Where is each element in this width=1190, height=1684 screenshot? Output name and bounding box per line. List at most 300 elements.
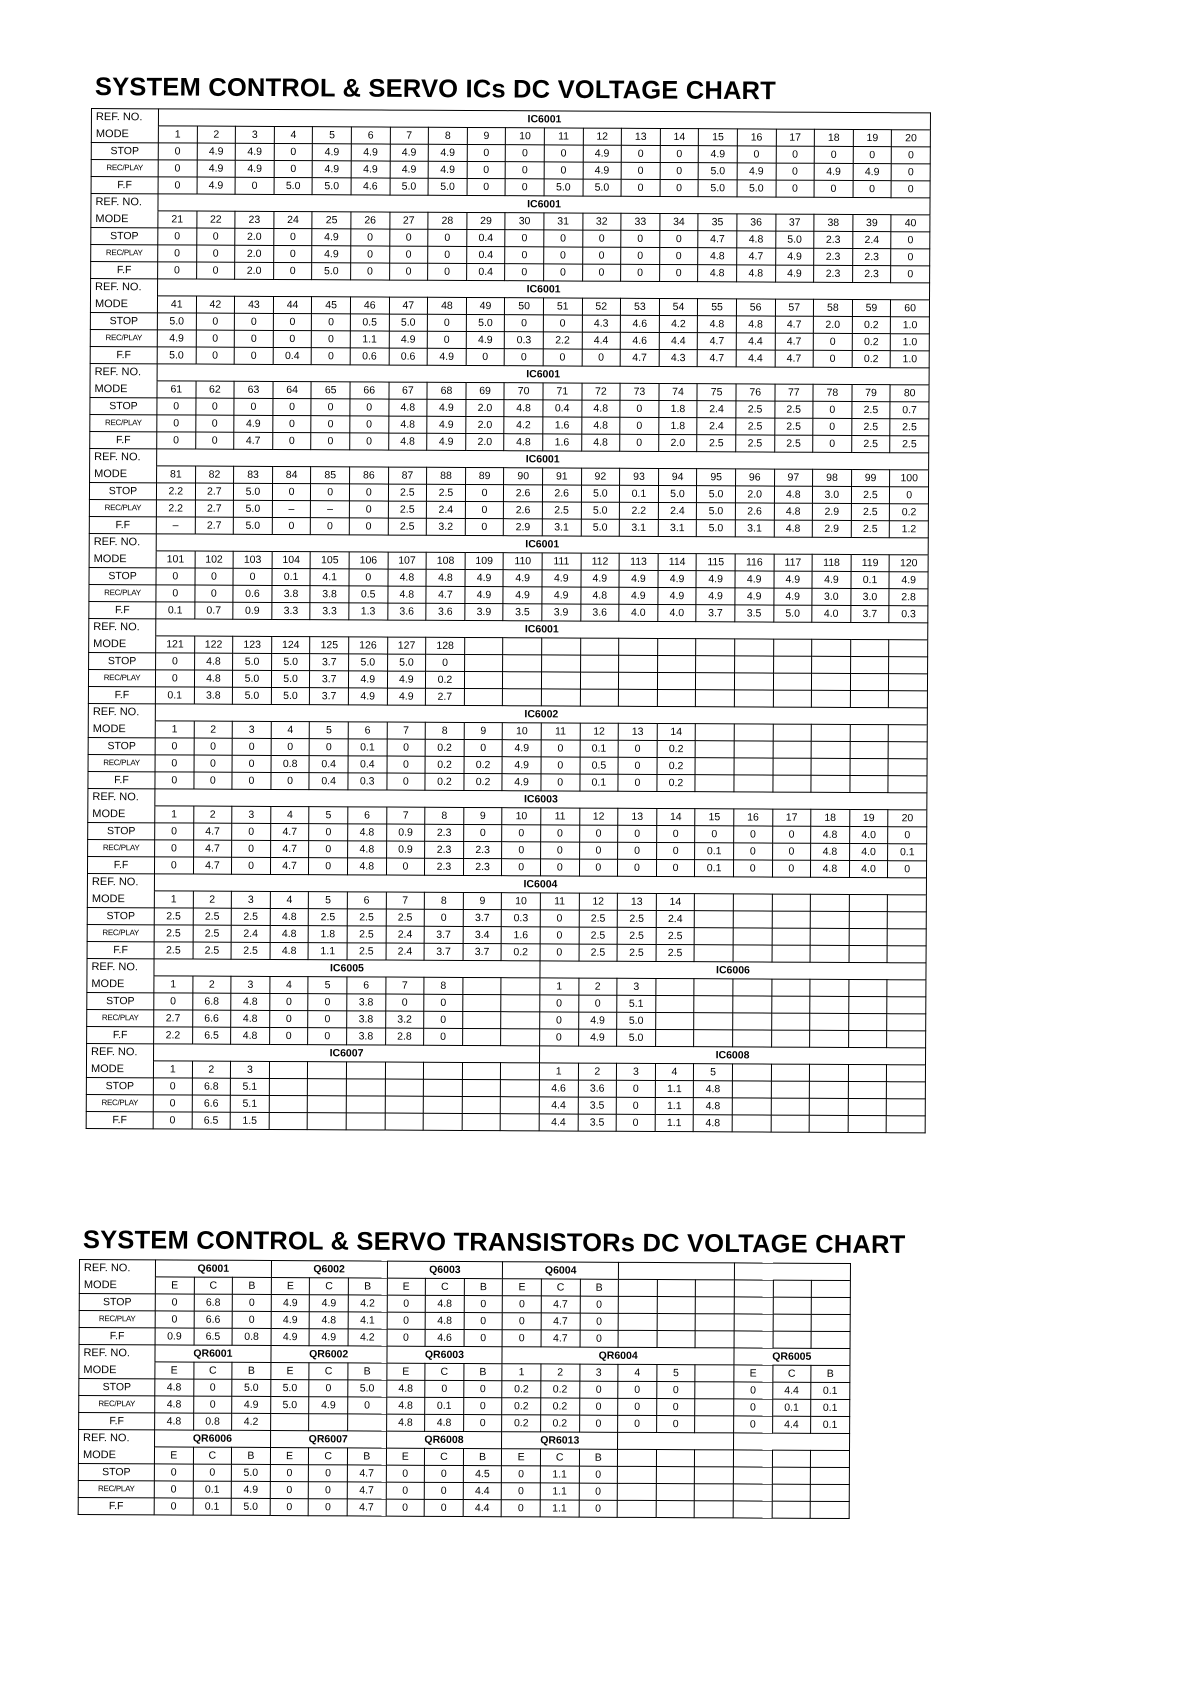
voltage-value: 0	[618, 774, 657, 791]
mode-label: MODE	[90, 380, 157, 397]
voltage-value: 0	[154, 857, 193, 874]
pin-number: E	[502, 1449, 541, 1466]
voltage-value: 5.1	[230, 1095, 269, 1112]
voltage-value: 3.6	[387, 603, 426, 620]
pin-number	[887, 1065, 926, 1082]
voltage-value	[850, 690, 889, 707]
voltage-value: 0	[813, 418, 852, 435]
voltage-value: 0	[424, 994, 463, 1011]
pin-number: C	[425, 1363, 464, 1380]
voltage-value: 0	[465, 501, 504, 518]
voltage-value: 0	[428, 263, 467, 280]
pin-number: 10	[506, 128, 545, 145]
mode-name: F.F	[90, 431, 157, 448]
pin-number: 41	[157, 296, 196, 313]
voltage-value: 4.8	[388, 569, 427, 586]
mode-label: MODE	[78, 1447, 154, 1464]
pin-number: 60	[891, 300, 930, 317]
voltage-value: 0	[387, 739, 426, 756]
voltage-value	[849, 911, 888, 928]
voltage-value: 0	[349, 501, 388, 518]
voltage-value	[772, 911, 811, 928]
voltage-value: 0	[540, 910, 579, 927]
pin-number: 34	[660, 213, 699, 230]
voltage-value	[888, 776, 927, 793]
pin-number: 12	[579, 893, 618, 910]
voltage-value: 2.3	[463, 841, 502, 858]
pin-number: 4	[274, 126, 313, 143]
pin-number: 54	[659, 298, 698, 315]
voltage-value: 4.8	[425, 1295, 464, 1312]
voltage-value: 4.7	[193, 840, 232, 857]
voltage-value: 1.0	[891, 317, 930, 334]
voltage-value: 0	[734, 1416, 773, 1433]
voltage-value	[270, 1414, 309, 1431]
voltage-value: 4.9	[231, 1481, 270, 1498]
pin-number: 52	[582, 298, 621, 315]
voltage-value: 4.8	[693, 1115, 732, 1132]
voltage-value: 2.5	[852, 401, 891, 418]
voltage-value: 0	[350, 433, 389, 450]
voltage-value: 4.8	[736, 316, 775, 333]
voltage-value: 0	[540, 944, 579, 961]
voltage-value: 0.2	[425, 739, 464, 756]
voltage-value: 5.0	[157, 347, 196, 364]
voltage-value: 1.3	[349, 603, 388, 620]
voltage-value: 0	[656, 1416, 695, 1433]
voltage-value: 0	[465, 484, 504, 501]
pin-number	[850, 724, 889, 741]
part-ref-label	[619, 1262, 735, 1280]
voltage-value: 0	[386, 1499, 425, 1516]
pin-number: 53	[621, 298, 660, 315]
voltage-value: 2.5	[193, 942, 232, 959]
ref-no-label: REF. NO.	[91, 109, 158, 126]
voltage-value: 2.7	[195, 483, 234, 500]
voltage-value: 2.5	[193, 925, 232, 942]
voltage-value: 0.2	[657, 774, 696, 791]
voltage-value	[888, 759, 927, 776]
voltage-value	[887, 997, 926, 1014]
voltage-value: 4.7	[737, 248, 776, 265]
pin-number	[732, 1064, 771, 1081]
voltage-value: 3.7	[424, 943, 463, 960]
pin-number: 10	[502, 808, 541, 825]
ref-no-label: REF. NO.	[79, 1260, 155, 1277]
voltage-value: 0.1	[695, 860, 734, 877]
pin-number: 3	[617, 1063, 656, 1080]
part-ref-label: Q6001	[155, 1260, 271, 1278]
voltage-value	[503, 689, 542, 706]
voltage-value: 2.0	[735, 486, 774, 503]
voltage-value: 0	[502, 1466, 541, 1483]
voltage-value: 2.0	[813, 316, 852, 333]
voltage-value: 5.0	[697, 520, 736, 537]
voltage-value: 4.4	[582, 332, 621, 349]
pin-number: 83	[234, 466, 273, 483]
pin-number: 94	[658, 468, 697, 485]
voltage-value: 4.9	[348, 688, 387, 705]
pin-number: 4	[270, 891, 309, 908]
voltage-value: 0	[580, 1296, 619, 1313]
voltage-value: 2.3	[425, 841, 464, 858]
voltage-value: 4.9	[387, 688, 426, 705]
pin-number: 11	[544, 128, 583, 145]
voltage-value: 0	[309, 858, 348, 875]
voltage-value	[771, 1098, 810, 1115]
voltage-value: 2.5	[347, 909, 386, 926]
mode-name: STOP	[88, 737, 155, 754]
voltage-value: 0.2	[541, 1381, 580, 1398]
voltage-value: 0	[660, 145, 699, 162]
voltage-value: 5.0	[270, 1397, 309, 1414]
mode-name: REC/PLAY	[89, 584, 156, 601]
voltage-value: 2.2	[156, 500, 195, 517]
voltage-value: 4.8	[811, 843, 850, 860]
pin-number: 8	[428, 127, 467, 144]
mode-name: STOP	[89, 652, 156, 669]
voltage-value: 2.5	[231, 908, 270, 925]
mode-name: STOP	[89, 567, 156, 584]
voltage-value	[657, 1314, 696, 1331]
voltage-value: 0	[155, 840, 194, 857]
voltage-value: 5.0	[617, 1029, 656, 1046]
voltage-value: 4.9	[699, 146, 738, 163]
pin-number: 2	[578, 1063, 617, 1080]
voltage-value	[887, 1099, 926, 1116]
pin-number: 117	[774, 554, 813, 571]
voltage-value	[810, 1501, 849, 1518]
pin-number: E	[270, 1448, 309, 1465]
part-ref-label: QR6002	[271, 1346, 387, 1364]
voltage-value: 5.0	[581, 519, 620, 536]
pin-number: 6	[347, 892, 386, 909]
voltage-value: 0.4	[466, 263, 505, 280]
voltage-value: 4.9	[619, 570, 658, 587]
pin-number: 45	[312, 297, 351, 314]
voltage-value	[889, 691, 928, 708]
pin-number: 18	[811, 809, 850, 826]
mode-name: REC/PLAY	[78, 1480, 154, 1497]
voltage-value: 6.8	[192, 1078, 231, 1095]
voltage-value: 0	[308, 1028, 347, 1045]
pin-number: B	[348, 1278, 387, 1295]
pin-number: B	[463, 1449, 502, 1466]
voltage-value	[772, 1501, 811, 1518]
voltage-value: 2.5	[851, 435, 890, 452]
pin-number: 67	[389, 382, 428, 399]
voltage-value: 0	[351, 263, 390, 280]
mode-name: STOP	[78, 1463, 154, 1480]
voltage-value	[811, 1314, 850, 1331]
voltage-value	[849, 928, 888, 945]
voltage-value: 2.7	[426, 688, 465, 705]
voltage-value: 0.4	[467, 229, 506, 246]
voltage-value: 4.8	[694, 1081, 733, 1098]
voltage-value: 4.7	[775, 333, 814, 350]
voltage-value	[385, 1096, 424, 1113]
voltage-value: 0	[389, 229, 428, 246]
voltage-value: 0	[467, 178, 506, 195]
voltage-value: 4.9	[502, 757, 541, 774]
pin-number	[657, 638, 696, 655]
voltage-value	[462, 1113, 501, 1130]
pin-number: 42	[196, 296, 235, 313]
voltage-value: 0	[618, 842, 657, 859]
pin-number: 3	[231, 976, 270, 993]
voltage-value: 0	[389, 246, 428, 263]
voltage-value: 0	[273, 262, 312, 279]
voltage-value: 4.8	[388, 399, 427, 416]
voltage-value: 0	[540, 1012, 579, 1029]
voltage-value: 6.8	[192, 993, 231, 1010]
pin-number: C	[309, 1448, 348, 1465]
voltage-value: 4.0	[619, 604, 658, 621]
voltage-value: 0.8	[193, 1413, 232, 1430]
voltage-value: 0	[620, 400, 659, 417]
voltage-value: 2.5	[656, 927, 695, 944]
pin-number: 14	[656, 808, 695, 825]
pin-number: 14	[657, 723, 696, 740]
pin-number: 4	[618, 1364, 657, 1381]
pin-number: 1	[154, 976, 193, 993]
pin-number: 56	[736, 299, 775, 316]
voltage-value: 0.3	[502, 910, 541, 927]
part-ref-label: QR6008	[386, 1431, 502, 1449]
voltage-value: 0	[776, 180, 815, 197]
voltage-row	[86, 1111, 925, 1132]
voltage-value	[810, 945, 849, 962]
pin-number: 29	[467, 212, 506, 229]
voltage-value: 0	[308, 1011, 347, 1028]
mode-label: MODE	[88, 805, 155, 822]
pin-number: 62	[196, 381, 235, 398]
pin-number: B	[464, 1279, 503, 1296]
voltage-value: 2.5	[388, 518, 427, 535]
voltage-value: 0	[544, 145, 583, 162]
voltage-value: 4.0	[849, 843, 888, 860]
voltage-value	[848, 1081, 887, 1098]
voltage-value: 4.7	[541, 1330, 580, 1347]
voltage-value: 0.2	[464, 756, 503, 773]
mode-label: MODE	[89, 635, 156, 652]
voltage-value: 5.0	[775, 231, 814, 248]
pin-number: 8	[425, 807, 464, 824]
pin-number: C	[425, 1448, 464, 1465]
voltage-value: 2.5	[617, 944, 656, 961]
pin-number	[733, 1450, 772, 1467]
pin-number: 27	[389, 212, 428, 229]
voltage-value: 5.0	[583, 179, 622, 196]
voltage-value: 0	[466, 348, 505, 365]
voltage-value: 0	[502, 1330, 541, 1347]
voltage-value: 2.0	[465, 433, 504, 450]
voltage-value: 2.5	[427, 484, 466, 501]
part-ref-label: IC6001	[158, 279, 930, 300]
part-ref-label: QR6005	[734, 1348, 850, 1366]
pin-number	[464, 637, 503, 654]
voltage-value	[501, 1097, 540, 1114]
voltage-value: 0	[656, 1382, 695, 1399]
voltage-value: 0	[194, 755, 233, 772]
pin-number: 8	[425, 722, 464, 739]
voltage-value	[733, 1467, 772, 1484]
voltage-value: 0	[273, 398, 312, 415]
voltage-value	[810, 1013, 849, 1030]
pin-number: 4	[271, 806, 310, 823]
voltage-value: 0.2	[502, 1381, 541, 1398]
mode-name: STOP	[79, 1294, 155, 1311]
pin-number: 98	[813, 469, 852, 486]
voltage-value: 5.0	[698, 163, 737, 180]
pin-number: 81	[157, 466, 196, 483]
voltage-value: 4.8	[386, 1397, 425, 1414]
pin-number	[771, 979, 810, 996]
part-ref-label: QR6004	[502, 1347, 734, 1365]
voltage-value: 0	[776, 146, 815, 163]
voltage-value: 0	[232, 755, 271, 772]
voltage-value: 0	[155, 738, 194, 755]
mode-label: MODE	[88, 720, 155, 737]
voltage-value: 0	[621, 230, 660, 247]
voltage-value: 4.9	[271, 1295, 310, 1312]
voltage-value: 5.0	[271, 1380, 310, 1397]
mode-name: STOP	[88, 822, 155, 839]
voltage-value	[695, 758, 734, 775]
voltage-value	[695, 1314, 734, 1331]
pin-number: 100	[890, 470, 929, 487]
voltage-value: 2.4	[852, 231, 891, 248]
pin-number	[811, 1280, 850, 1297]
voltage-value: 0	[579, 842, 618, 859]
voltage-value: 0	[814, 180, 853, 197]
pin-number: 37	[775, 214, 814, 231]
voltage-value: 4.9	[351, 161, 390, 178]
voltage-value: 4.9	[503, 570, 542, 587]
pin-number: 43	[235, 296, 274, 313]
voltage-value: 3.5	[578, 1097, 617, 1114]
voltage-value: 2.3	[852, 248, 891, 265]
voltage-value: 0	[154, 1481, 193, 1498]
voltage-value: 4.8	[348, 824, 387, 841]
voltage-value: 2.5	[656, 944, 695, 961]
pin-number: 96	[735, 469, 774, 486]
voltage-value: 0	[193, 1379, 232, 1396]
voltage-value: 0	[463, 1415, 502, 1432]
pin-number: 14	[660, 128, 699, 145]
voltage-value	[694, 996, 733, 1013]
voltage-value: 0.1	[811, 1416, 850, 1433]
voltage-value: 3.8	[272, 585, 311, 602]
voltage-value: 0	[618, 825, 657, 842]
pin-number	[849, 894, 888, 911]
voltage-value: 4.7	[234, 432, 273, 449]
voltage-value	[695, 911, 734, 928]
voltage-value: 0	[618, 859, 657, 876]
voltage-value	[810, 1484, 849, 1501]
voltage-value	[771, 1013, 810, 1030]
voltage-value: 4.6	[351, 178, 390, 195]
voltage-value: 4.8	[425, 1414, 464, 1431]
pin-number: 116	[735, 554, 774, 571]
voltage-value: 4.8	[425, 1312, 464, 1329]
voltage-value: 2.5	[890, 419, 929, 436]
voltage-value: 3.6	[578, 1080, 617, 1097]
voltage-value: 0.2	[502, 1415, 541, 1432]
voltage-value: 0	[270, 1465, 309, 1482]
voltage-value: 0.3	[889, 606, 928, 623]
voltage-value: 0	[387, 1329, 426, 1346]
mode-name: REC/PLAY	[88, 754, 155, 771]
part-ref-label: QR6007	[270, 1431, 386, 1449]
voltage-value: 0.1	[580, 740, 619, 757]
pin-number	[810, 1064, 849, 1081]
voltage-value: 0	[772, 860, 811, 877]
voltage-value: 0	[351, 246, 390, 263]
voltage-value: 4.9	[427, 416, 466, 433]
pin-number: B	[580, 1279, 619, 1296]
voltage-value: 0	[153, 1095, 192, 1112]
voltage-value: 2.5	[388, 501, 427, 518]
mode-name: REC/PLAY	[79, 1311, 155, 1328]
voltage-value	[618, 689, 657, 706]
mode-label: MODE	[79, 1362, 155, 1379]
voltage-value: 4.9	[773, 571, 812, 588]
voltage-value: 4.9	[581, 570, 620, 587]
voltage-value: 0	[813, 401, 852, 418]
voltage-value: 1.1	[655, 1080, 694, 1097]
voltage-value	[695, 1399, 734, 1416]
voltage-value	[887, 1014, 926, 1031]
pin-number: 71	[543, 383, 582, 400]
voltage-value	[695, 1467, 734, 1484]
voltage-value: 4.9	[427, 399, 466, 416]
pin-number: E	[271, 1278, 310, 1295]
ref-no-label: REF. NO.	[79, 1430, 155, 1447]
voltage-value: 4.9	[235, 143, 274, 160]
voltage-value: 0	[579, 1500, 618, 1517]
voltage-value: 3.0	[851, 588, 890, 605]
voltage-value: 0	[734, 1399, 773, 1416]
voltage-value: 4.8	[388, 416, 427, 433]
mode-name: STOP	[87, 992, 154, 1009]
voltage-value	[423, 1113, 462, 1130]
voltage-value	[695, 741, 734, 758]
voltage-value: 0.8	[232, 1328, 271, 1345]
voltage-value: 4.9	[390, 161, 429, 178]
pin-number: 12	[579, 808, 618, 825]
voltage-value: 5.1	[231, 1078, 270, 1095]
pin-number: 23	[235, 211, 274, 228]
voltage-value: 2.5	[697, 435, 736, 452]
pin-number: 7	[385, 977, 424, 994]
voltage-value: 4.8	[348, 841, 387, 858]
voltage-value: 0.4	[309, 756, 348, 773]
voltage-value: 0.1	[272, 568, 311, 585]
pin-number: 58	[814, 299, 853, 316]
voltage-value: 2.0	[235, 245, 274, 262]
voltage-value: 0	[502, 1500, 541, 1517]
ref-no-label: REF. NO.	[87, 873, 154, 890]
voltage-value: 0.3	[348, 773, 387, 790]
voltage-value: 6.8	[194, 1294, 233, 1311]
part-ref-label: Q6002	[271, 1261, 387, 1279]
pin-number: 20	[892, 130, 931, 147]
voltage-value: 0.2	[502, 1398, 541, 1415]
voltage-value	[887, 929, 926, 946]
voltage-value: 0	[579, 1466, 618, 1483]
ref-no-label: REF. NO.	[89, 618, 156, 635]
